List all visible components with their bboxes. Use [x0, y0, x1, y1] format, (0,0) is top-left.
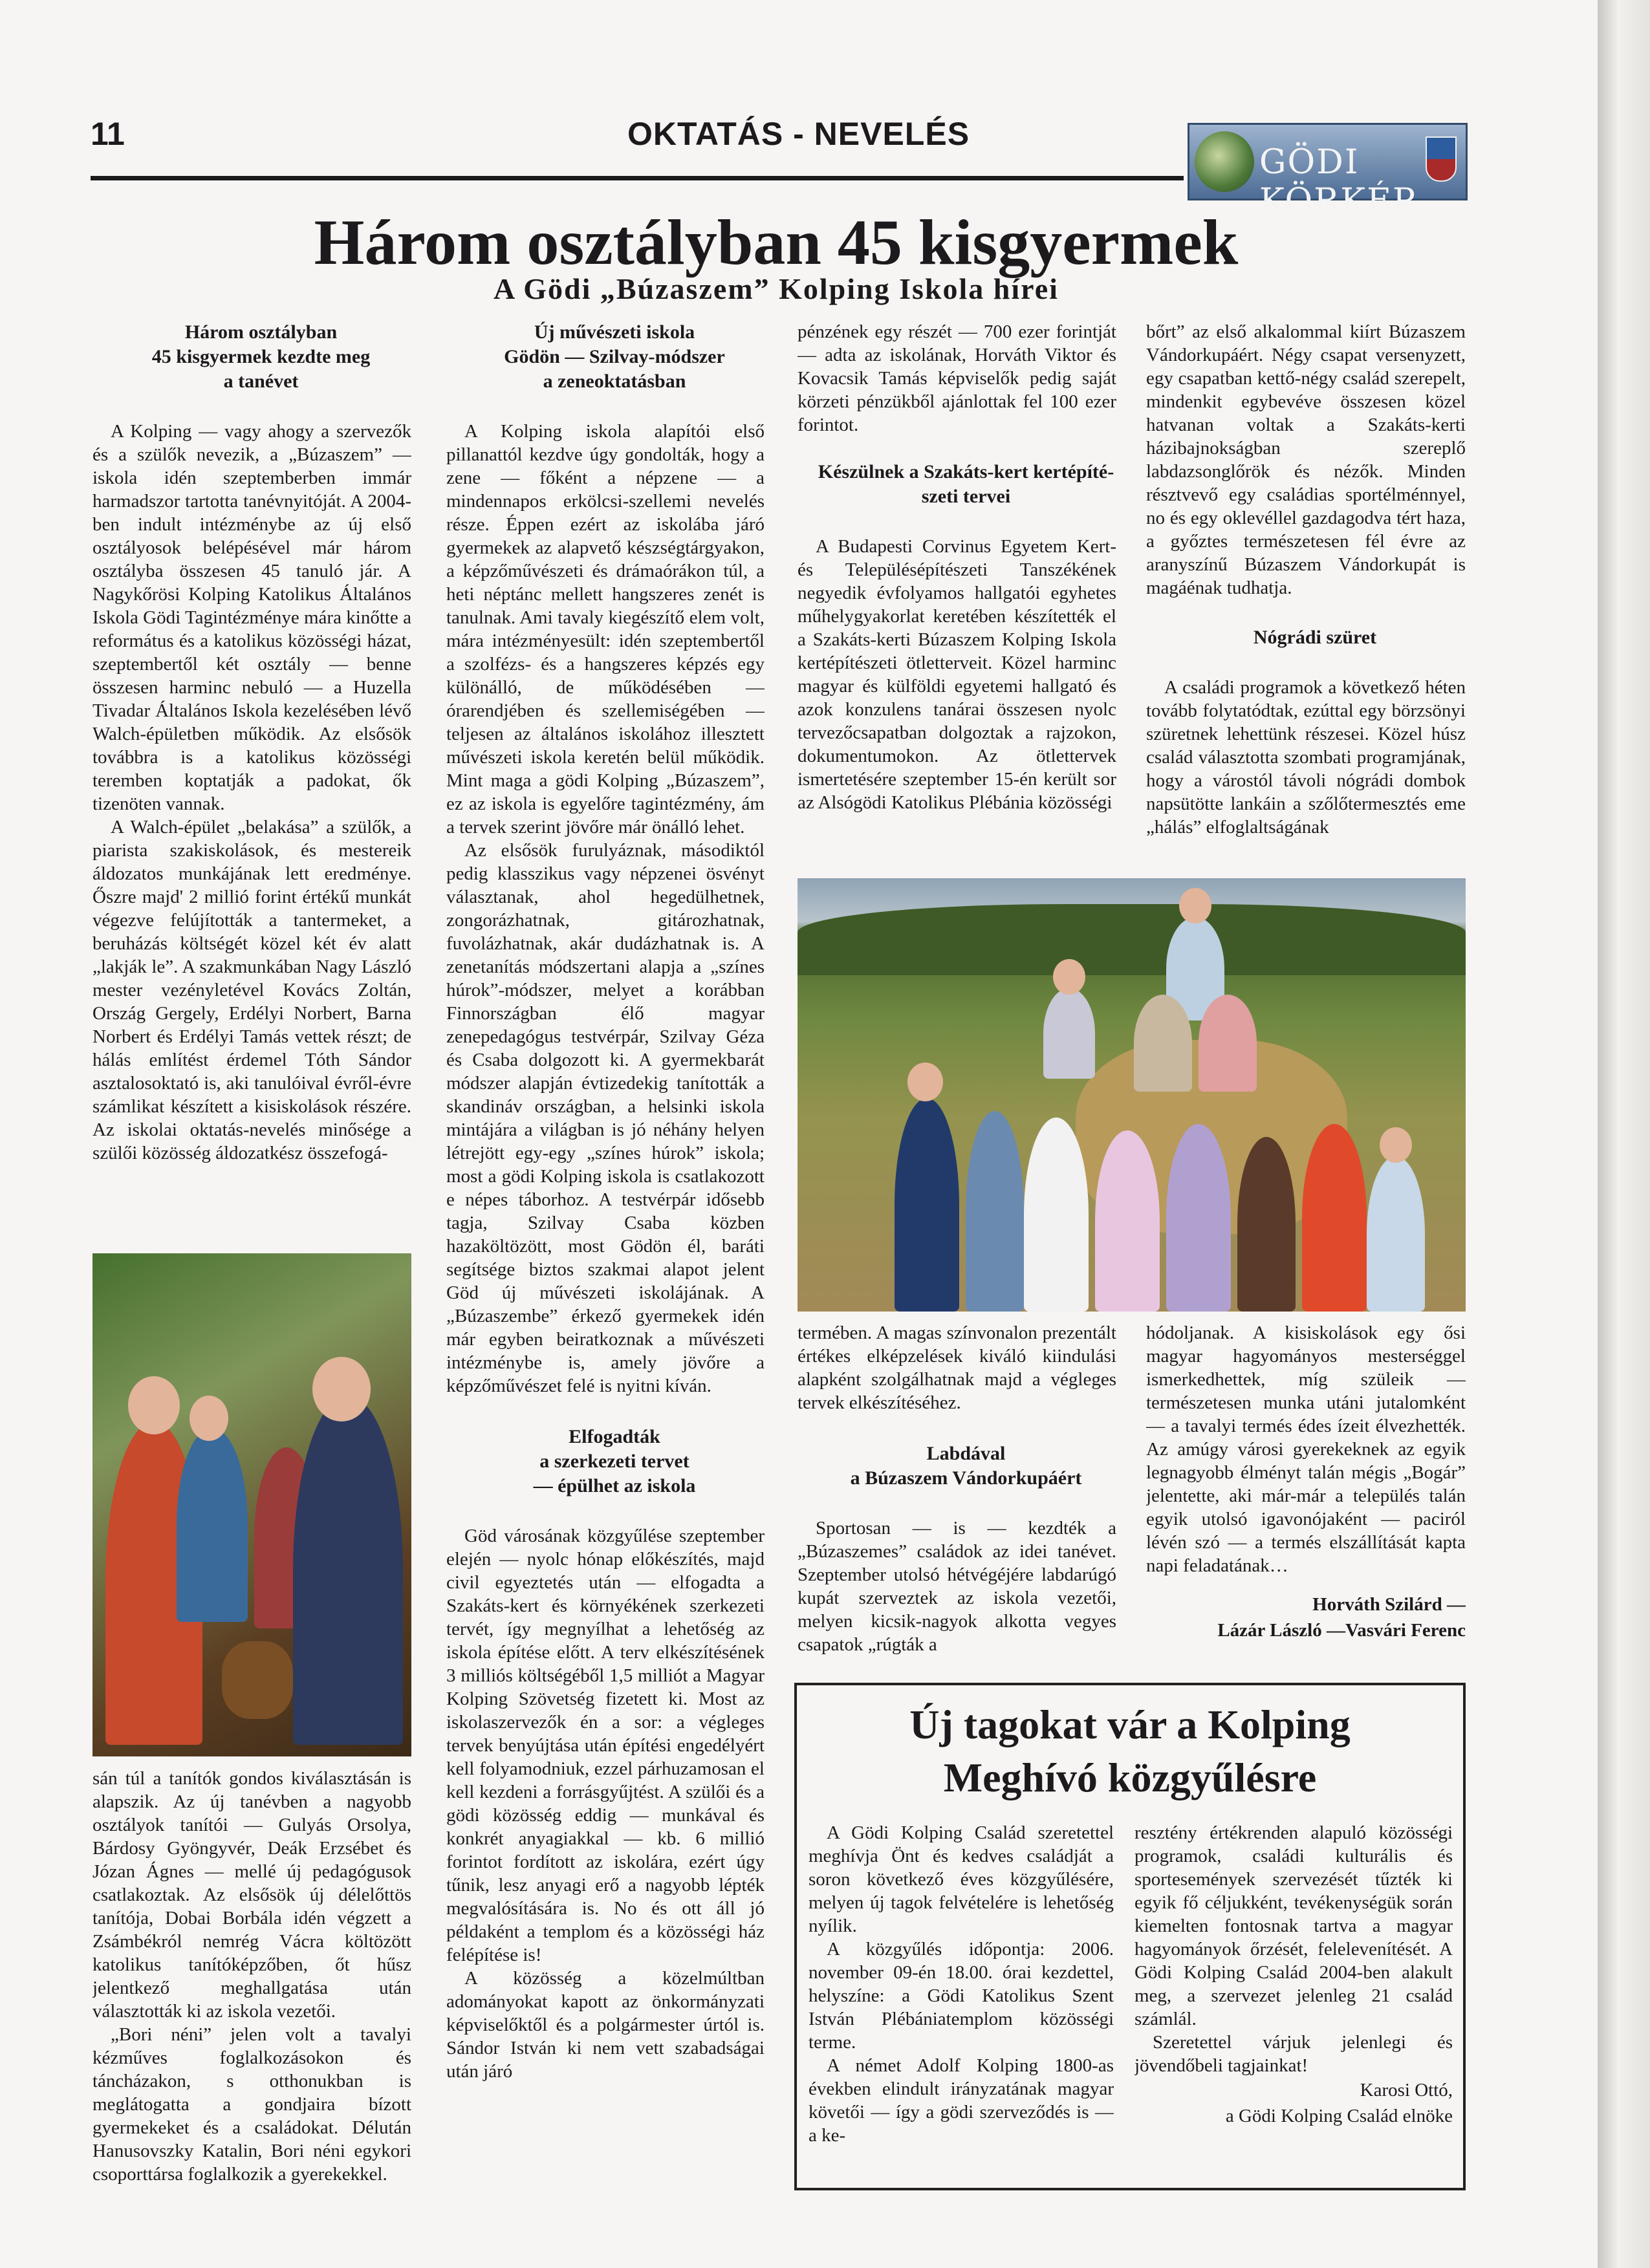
invitation-paragraph: A közgyűlés időpontja: 2006. november 09-én 18.00. órai kezdettel, helyszíne: a Gödi Katolikus Szent István Plébániatemplom közösségi terme.: [809, 1939, 1114, 2053]
col1-paragraph: sán túl a tanítók gondos kiválasztásán is alapszik. Az új tanévben a nagyobb osztályok tanítói — Gulyás Orsolya, Bárdosy Gyöngyvér, Deák Erzsébet és Józan Ágnes — mellé új pedagógusok csatlakoztak. Az elsősök új délelőttös tanítója, Dobai Borbála idén végzett a Zsámbékról nemrég Vácra költözött katolikus tanítóképzőben, őt hűsz jelentkező meghallgatása után választották ki az iskola vezetői.: [92, 1768, 411, 2022]
column-3: [798, 320, 1116, 873]
col2-heading-line: — épülhet az iskola: [533, 1475, 696, 1496]
column-4: [1146, 320, 1466, 873]
col2-heading-line: a zeneoktatásban: [543, 371, 686, 392]
logo-photo: [1195, 131, 1254, 192]
col4-paragraph: bőrt” az első alkalommal kiírt Búzaszem Vándorkupáért. Négy csapat versenyzett, egy csapatban kettő-négy család szerepelt, mindenkit egybevéve összesen közel hatvanan voltak a Szakáts-kerti házibajnokságban szereplő labdazsonglőrök és nézők. Minden résztvevő egy családias sportélménnyel, no és egy oklevéllel gazdagodva tért haza, a győztes természetesen fél évre az aranyszínű Búzaszem Vándorkupát is magáénak tudhatja.: [1146, 321, 1466, 598]
invitation-paragraph: resztény értékrenden alapuló közösségi programok, családi kulturális és sportesemények szervezését tűzték ki egyik fő céljukként, tevékenységük során kiemelten fontosnak tartva a magyar hagyományok őrzését, felelevenítését. A Gödi Kolping Család 2004-ben alakult meg, a szervezet jelenleg 21 család számlál.: [1134, 1822, 1453, 2029]
column-1: [92, 320, 411, 1250]
col3-heading-line: szeti tervei: [921, 486, 1011, 507]
col3-heading-line: a Búzaszem Vándorkupáért: [850, 1467, 1082, 1489]
col1-paragraph: „Bori néni” jelen volt a tavalyi kézműves foglalkozásokon és táncházakon, s otthonukban is meglátogatta a gondjaira bízott gyermekeket és a családokat. Délután Hanusovszky Katalin, Bori néni egykori csoporttársa foglalkozik a gyerekekkel.: [92, 2024, 411, 2185]
col1-paragraph: A Kolping — vagy ahogy a szervezők és a szülők nevezik, a „Búzaszem” — iskola idén szeptemberben immár harmadszor tartotta tanévnyitóját. A 2004-ben indult intézménybe az új első osztályosok belépésével már három osztályba összesen 45 tanuló jár. A Nagykőrösi Kolping Katolikus Általános Iskola Gödi Tagintézménye mára kinőtte a református és a katolikus közösségi házat, szeptembertől két osztály — benne összesen harminc nebuló — a Huzella Tivadar Általános Iskola kezelésében lévő Walch-épületben működik. Az elsősök továbbra is a katolikus közösségi teremben koptatják a padokat, ők tizenöten vannak.: [92, 421, 411, 814]
invitation-signature: Karosi Ottó,: [1360, 2080, 1453, 2101]
header-rule: [91, 176, 1184, 180]
col3-heading-line: Labdával: [926, 1443, 1006, 1464]
col2-heading-line: Gödön — Szilvay-módszer: [504, 346, 725, 367]
author-signature: Horváth Szilárd —: [1312, 1594, 1466, 1615]
page-spine: [1598, 0, 1650, 2268]
invitation-left-column: [809, 1821, 1114, 2183]
coat-of-arms-icon: [1426, 136, 1457, 182]
column-2: [446, 320, 765, 2194]
author-signature: Lázár László —Vasvári Ferenc: [1217, 1620, 1466, 1641]
headline: Három osztályban 45 kisgyermek: [314, 206, 1239, 278]
publication-logo: [1188, 123, 1468, 221]
col3-paragraph: termében. A magas színvonalon prezentált értékes elképzelések kiváló kiindulási alapként szolgálhatnak majd a végleges tervek elkészítéséhez.: [798, 1323, 1116, 1413]
col1-heading-line: Három osztályban: [184, 321, 338, 343]
col2-paragraph: Az elsősök furulyáznak, másodiktól pedig klasszikus vagy népzenei ösvényt választanak, ahol hegedülhetnek, zongorázhatnak, gitározhatnak, fuvolázhatnak, akár dudázhatnak is. A zenetanítás módszertani alapja a „színes húrok”-módszer, melyet a korábban Finnországban élő magyar zenepedagógus testvérpár, Szilvay Géza és Csaba dolgozott ki. A gyermekbarát módszer alapján évtizedekig tanították a skandináv országban, a helsinki iskola mintájára a világban is jó néhány helyen létrejött egy-egy „színes húrok” iskola; most a gödi Kolping iskola is csatlakozott e népes táborhoz. A testvérpár idősebb tagja, Szilvay Csaba közben hazaköltözött, most Gödön él, baráti segítsége biztos szakmai alapot jelent Göd új művészeti iskolájának. A „Búzaszembe” érkező gyermekek idén már egyben beiratkoznak a művészeti intézménybe is, amely jövőre a képzőművészet felé is nyitni kíván.: [446, 840, 765, 1396]
col2-heading-line: Új művészeti iskola: [534, 321, 695, 343]
col1-heading-line: 45 kisgyermek kezdte meg: [151, 346, 371, 367]
invitation-title: Meghívó közgyűlésre: [943, 1755, 1317, 1800]
column-1-continued: [92, 1767, 411, 2194]
children-group-photo: [798, 878, 1466, 1312]
column-3-lower: [798, 1321, 1116, 1674]
col2-paragraph: A közösség a közelmúltban adományokat kapott az önkormányzati képviselőktől és a polgármester úrtól is. Sándor István ki nem vett szabadságai után járó: [446, 1968, 765, 2082]
invitation-paragraph: A Gödi Kolping Család szeretettel meghívja Önt és kedves családját a soron következő éves közgyűlésére, melyen új tagok felvételére is lehetőség nyílik.: [809, 1822, 1114, 1936]
section-title: OKTATÁS - NEVELÉS: [627, 116, 970, 152]
invitation-signature: a Gödi Kolping Család elnöke: [1225, 2106, 1453, 2126]
col3-paragraph: Sportosan — is — kezdték a „Búzaszemes” családok az idei tanévet. Szeptember utolsó hétvégéjére labdarúgó kupát szerveztek az iskola vezetői, melyen kicsik-nagyok alkotta vegyes csapatok „rúgták a: [798, 1518, 1116, 1655]
col1-heading-line: a tanévet: [223, 371, 299, 392]
logo-text: GÖDI KÖRKÉP: [1259, 143, 1417, 221]
col3-heading-line: Készülnek a Szakáts-kert kertépíté-: [818, 461, 1114, 482]
col4-heading-line: Nógrádi szüret: [1253, 627, 1377, 648]
col1-paragraph: A Walch-épület „belakása” a szülők, a piarista szakiskolások, és mestereik áldozatos munkájának lett eredménye. Őszre majd' 2 millió forint értékű munkát végezve felújították a tantermeket, a beruházás költségét közel két év alatt „lakják le”. A szakmunkában Nagy László mester vezényletével Kovács Zoltán, Ország Gergely, Erdélyi Norbert, Barna Norbert és Erdélyi Tamás vettek részt; de hálás említést érdemel Tóth Sándor asztalosoktató is, aki tanulóival évről-évre számlikat készített a kisiskolások részére. Az iskolai oktatás-nevelés minősége a szülői közösség áldozatkész összefogá-: [92, 817, 411, 1163]
invitation-right-column: [1134, 1821, 1453, 2183]
col3-paragraph: pénzének egy részét — 700 ezer forintját — adta az iskolának, Horváth Viktor és Kovacsik Tamás képviselők pedig saját körzeti pénzükből ajánlottak fel 100 ezer forintot.: [798, 321, 1116, 435]
invitation-paragraph: A német Adolf Kolping 1800-as években elindult irányzatának magyar követői — így a gödi szerveződés is — a ke-: [809, 2055, 1114, 2146]
col2-paragraph: A Kolping iskola alapítói első pillanattól kezdve úgy gondolták, hogy a zene — főként a népzene — a mindennapos erkölcsi-szellemi nevelés része. Éppen ezért az iskolába járó gyermekek az alapvető készségtárgyakon, a képzőművészeti és drámaórákon túl, a heti néptánc mellett hangszeres zenét is tanulnak. Ami tavaly kiegészítő elem volt, mára intézményesült: idén szeptembertől a szolfézs- és a hangszeres képzés egy különálló, de működésében — órarendjében és szellemiségében — teljesen az általános iskolához illesztett művészeti iskola keretén belül működik. Mint maga a gödi Kolping „Búzaszem”, ez az iskola is egyelőre tagintézmény, ám a tervek szerint jövőre már önálló lehet.: [446, 421, 765, 837]
subheadline: A Gödi „Búzaszem” Kolping Iskola hírei: [494, 272, 1059, 305]
col4-paragraph: hódoljanak. A kisiskolások egy ősi magyar hagyományos mesterséggel ismerkedhettek, míg szüleik — természetesen munka utáni jutalomként — a tavalyi termés édes ízeit élvezhették. Az amúgy városi gyerekeknek az egyik legnagyobb élményt talán mégis „Bogár” jelentette, aki már-már a település talán egyik utolsó igavonójaként — paciról lévén szó — a termés elszállítását kapta napi feladatának…: [1146, 1323, 1466, 1576]
col2-heading-line: Elfogadták: [569, 1426, 660, 1447]
page-number: 11: [91, 116, 125, 152]
invitation-title: Új tagokat vár a Kolping: [909, 1701, 1351, 1747]
grape-harvest-photo: [92, 1253, 411, 1756]
invitation-paragraph: Szeretettel várjuk jelenlegi és jövendőbeli tagjainkat!: [1134, 2032, 1453, 2076]
column-4-lower: [1146, 1321, 1466, 1674]
col3-paragraph: A Budapesti Corvinus Egyetem Kert- és Településépítészeti Tanszékének negyedik évfolyamos hallgatói egyhetes műhelygyakorlat keretében készítették el a Szakáts-kerti Búzaszem Kolping Iskola kertépítészeti ötletterveit. Közel harminc magyar és külföldi egyetemi hallgató és azok konzulens tanárai összesen nyolc tervezőcsapatban dolgoztak a rajzokon, dokumentumokon. Az ötlettervek ismertetésére szeptember 15-én került sor az Alsógödi Katolikus Plébánia közösségi: [798, 536, 1116, 813]
invitation-box: [794, 1683, 1466, 2190]
col2-paragraph: Göd városának közgyűlése szeptember elején — nyolc hónap előkészítés, majd civil egyeztetés után — elfogadta a Szakáts-kert és környékének szerkezeti tervét, így megnyílhat a lehetőség az iskola építése előtt. A terv elkészítésének 3 milliós költségéből 1,5 milliót a Magyar Kolping Szövetség fizetett ki. Most az iskolaszervezők én a sor: a végleges tervek benyújtása után építési engedélyért kell folyamodniuk, ezzel párhuzamosan el kell kezdeni a forrásgyűjtést. A szülői és a gödi közösség eddig — munkával és konkrét anyagiakkal — kb. 6 millió forintot fordított az iskolára, ezért úgy tűnik, lesz anyagi erő a nagyobb lépték megvalósítására is. No és ott áll jó példaként a templom és a közösségi ház felépítése is!: [446, 1526, 765, 1965]
col4-paragraph: A családi programok a következő héten tovább folytatódtak, ezúttal egy börzsönyi szüretnek lehettünk részesei. Közel húsz család választotta szombati programjának, hogy a várostól távoli nógrádi dombok napsütötte lankáin a szőlőtermesztés eme „hálás” elfoglaltságának: [1146, 677, 1466, 837]
col2-heading-line: a szerkezeti tervet: [539, 1451, 689, 1472]
